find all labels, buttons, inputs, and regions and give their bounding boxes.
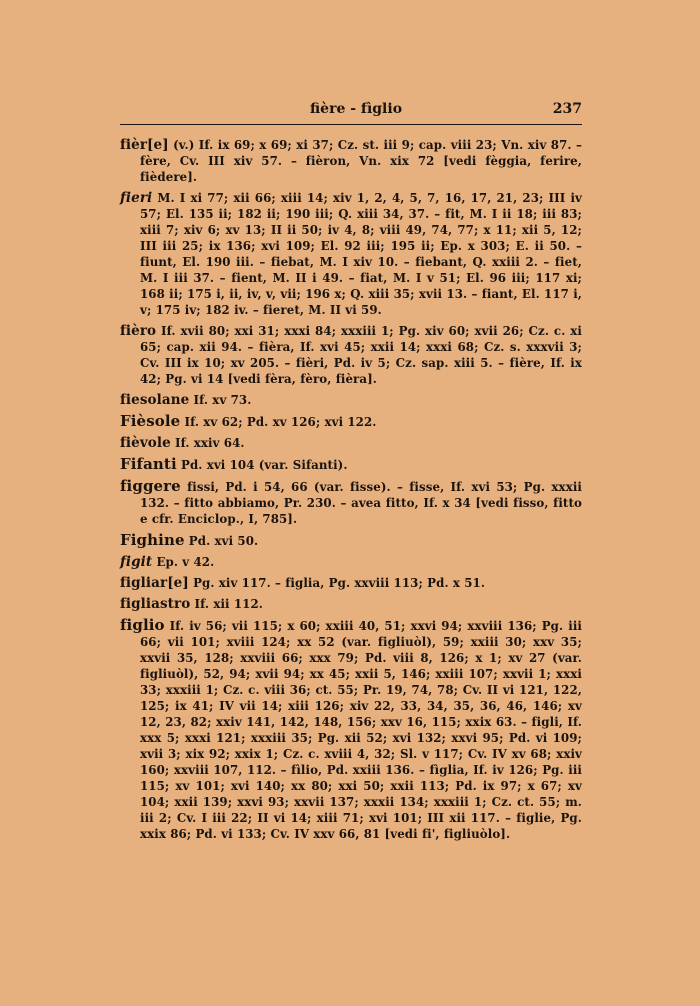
entry-term: figliar[e] [120,575,189,591]
entry-term: fiesolane [120,392,190,408]
entry-text: Pg. xiv 117. – figlia, Pg. xxviii 113; Pd. x 51. [188,576,486,590]
entry-fiesole [120,413,582,430]
entry-text: If. xii 112. [190,597,263,611]
entry-term: Fièsole [120,412,181,430]
entry-text: M. I xi 77; xii 66; xiii 14; xiv 1, 2, 4, 5, 7, 16, 17, 21, 23; III iv 57; El. 135 ii; 182 ii; 190 iii; Q. xiii 34, 37. – fit, M. I ii 18; iii 83; xiii 7; xiv 6; xv 13; II ii 50; iv 4, 8; viii 49, 74, 77; x 11; xii 5, 12; III iii 25; ix 136; xvi 109; El. 92 iii; 195 ii; Ep. x 303; E. ii 50. – fiunt, El. 190 iii. – fiebat, M. I xiv 10. – fiebant, Q. xxiii 2. – fiet, M. I iii 37. – fient, M. II i 49. – fiat, M. I v 51; El. 96 iii; 117 xi; 168 ii; 175 i, ii, iv, v, vii; 196 x; Q. xiii 35; xvii 13. – fiant, El. 117 i, v; 175 iv; 182 iv. – fieret, M. II vi 59. [140,191,582,317]
entry-term: Fighine [120,531,185,549]
entry-fieri [120,190,582,318]
entry-term: fieri [120,190,153,206]
entry-text: (v.) If. ix 69; x 69; xi 37; Cz. st. iii 9; cap. viii 23; Vn. xiv 87. – fère, Cv. III xiv 57. – fièron, Vn. xix 72 [vedi fèggia, ferire, fièdere]. [140,138,582,184]
entry-term: fièr[e] [120,137,169,153]
entry-figliare [120,575,582,591]
header-rule [120,124,582,125]
entry-text: If. xv 73. [189,393,252,407]
entry-fievole [120,435,582,451]
entry-text: Ep. v 42. [152,555,215,569]
entry-figlio [120,617,582,842]
entry-term: fièro [120,323,157,339]
entry-text: If. xv 62; Pd. xv 126; xvi 122. [180,415,377,429]
entry-figgere [120,478,582,527]
entry-term: fièvole [120,435,171,451]
entry-fiere [120,137,582,185]
entry-term: figlio [120,616,165,634]
page-number: 237 [552,101,582,117]
entry-text: Pd. xvi 50. [184,534,259,548]
entry-text: fissi, Pd. i 54, 66 (var. fisse). – fisse, If. xvi 53; Pg. xxxii 132. – fitto abbiamo, Pr. 230. – avea fitto, If. x 34 [vedi fisso, fitto e cfr. Enciclop., I, 785]. [140,480,582,526]
entry-fiesolane [120,392,582,408]
entry-term: figit [120,554,153,570]
entry-figit [120,554,582,570]
entry-text: If. xxiv 64. [170,436,245,450]
header-title: fière - fìglio [310,101,403,117]
entry-fighine [120,532,582,549]
entry-figliastro [120,596,582,612]
entry-fiero [120,323,582,387]
entry-term: figliastro [120,596,191,612]
entry-fifanti [120,456,582,473]
entry-text: If. iv 56; vii 115; x 60; xxiii 40, 51; xxvi 94; xxviii 136; Pg. iii 66; vii 101; xviii 124; xx 52 (var. figliuòl), 59; xxiii 30; xxv 35; xxvii 35, 128; xxviii 66; xxx 79; Pd. viii 8, 126; x 1; xv 27 (var. figliuòl), 52, 94; xvii 94; xx 45; xxii 5, 146; xxiii 107; xxvii 1; xxxi 33; xxxiii 1; Cz. c. viii 36; ct. 55; Pr. 19, 74, 78; Cv. II vi 121, 122, 125; ix 41; IV vii 14; xiii 126; xiv 22, 33, 34, 35, 36, 46, 146; xv 12, 23, 82; xxiv 141, 142, 148, 156; xxv 16, 115; xxix 63. – figli, If. xxx 5; xxxi 121; xxxiii 35; Pg. xii 52; xvi 132; xxvi 95; Pd. vi 109; xvii 3; xix 92; xxix 1; Cz. c. xviii 4, 32; Sl. v 117; Cv. IV xv 68; xxiv 160; xxviii 107, 112. – fìlio, Pd. xxiii 136. – fìglia, If. iv 126; Pg. iii 115; xv 101; xvi 140; xx 80; xxi 50; xxii 113; Pd. ix 97; x 67; xv 104; xxii 139; xxvi 93; xxvii 137; xxxii 134; xxxiii 1; Cz. ct. 55; m. iii 2; Cv. I iii 22; II vi 14; xiii 71; xvi 101; III xii 117. – figlie, Pg. xxix 86; Pd. vi 133; Cv. IV xxv 66, 81 [vedi fi', figliuòlo]. [140,619,582,841]
entry-text: Pd. xvi 104 (var. Sifanti). [176,458,348,472]
entry-list [120,137,582,847]
entry-text: If. xvii 80; xxi 31; xxxi 84; xxxiii 1; Pg. xiv 60; xvii 26; Cz. c. xi 65; cap. xii 94. – fièra, If. xvi 45; xxii 14; xxxi 68; Cz. s. xxxvii 3; Cv. III ix 10; xv 205. – fièri, Pd. iv 5; Cz. sap. xiii 5. – fière, If. ix 42; Pg. vi 14 [vedi fèra, fèro, fièra]. [140,324,582,386]
entry-term: figgere [120,477,181,495]
entry-term: Fifanti [120,455,177,473]
